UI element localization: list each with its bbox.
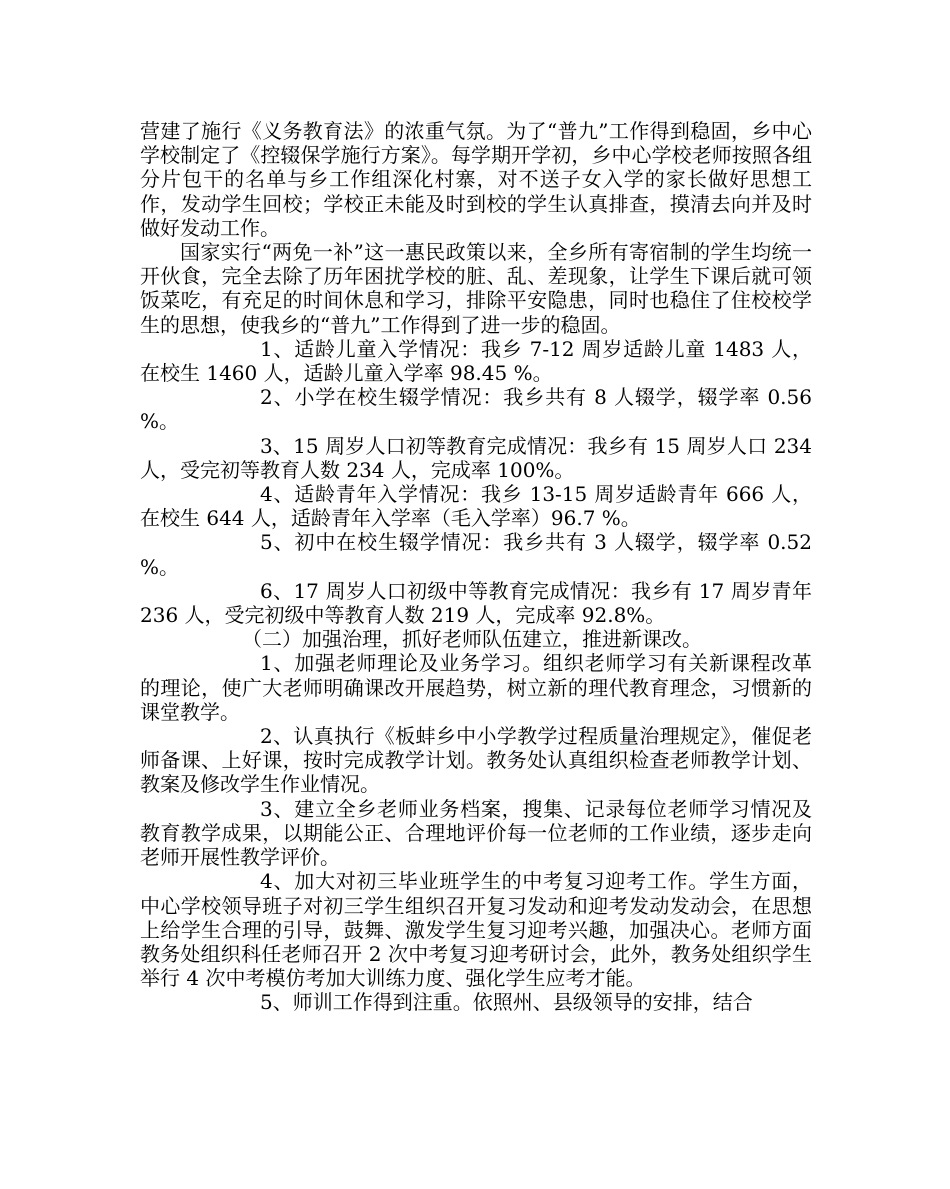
paragraph: 国家实行“两免一补”这一惠民政策以来，全乡所有寄宿制的学生均统一开伙食，完全去除了历年困扰学校的脏、乱、差现象，让学生下课后就可领饭菜吃，有充足的时间休息和学习，排除平安隐患，同时也稳住了住校校学生的思想，使我乡的“普九”工作得到了进一步的稳固。	[140, 240, 812, 337]
list-item: 5、初中在校生辍学情况：我乡共有 3 人辍学，辍学率 0.52 %。	[140, 530, 812, 579]
list-item: 2、小学在校生辍学情况：我乡共有 8 人辍学，辍学率 0.56 %。	[140, 385, 812, 434]
list-item: 4、加大对初三毕业班学生的中考复习迎考工作。学生方面，中心学校领导班子对初三学生组织召开复习发动和迎考发动发动会，在思想上给学生合理的引导，鼓舞、激发学生复习迎考兴趣，加强决心。老师方面教务处组织科任老师召开 2 次中考复习迎考研讨会，此外，教务处组织学生举行 4 次中考模仿考加大训练力度、强化学生应考才能。	[140, 869, 812, 991]
list-item: 2、认真执行《板蚌乡中小学教学过程质量治理规定》，催促老师备课、上好课，按时完成教学计划。教务处认真组织检查老师教学计划、教案及修改学生作业情况。	[140, 724, 812, 797]
section-heading: （二）加强治理，抓好老师队伍建立，推进新课改。	[242, 627, 702, 652]
paragraph: 营建了施行《义务教育法》的浓重气氛。为了“普九”工作得到稳固，乡中心学校制定了《控辍保学施行方案》。每学期开学初，乡中心学校老师按照各组分片包干的名单与乡工作组深化村寨，对不送子女入学的家长做好思想工作，发动学生回校；学校正未能及时到校的学生认真排查，摸清去向并及时做好发动工作。	[140, 119, 812, 240]
list-item: 5、师训工作得到注重。依照州、县级领导的安排，结合	[260, 990, 753, 1015]
list-item: 1、适龄儿童入学情况：我乡 7-12 周岁适龄儿童 1483 人，在校生 1460 人，适龄儿童入学率 98.45 %。	[140, 336, 812, 386]
list-item: 6、17 周岁人口初级中等教育完成情况：我乡有 17 周岁青年 236 人，受完初级中等教育人数 219 人，完成率 92.8%。	[140, 578, 812, 628]
document-body	[140, 119, 812, 1015]
list-item: 4、适龄青年入学情况：我乡 13-15 周岁适龄青年 666 人，在校生 644 人，适龄青年入学率（毛入学率）96.7 %。	[140, 482, 812, 531]
list-item: 1、加强老师理论及业务学习。组织老师学习有关新课程改革的理论，使广大老师明确课改开展趋势，树立新的理代教育理念，习惯新的课堂教学。	[140, 651, 812, 724]
list-item: 3、建立全乡老师业务档案，搜集、记录每位老师学习情况及教育教学成果，以期能公正、合理地评价每一位老师的工作业绩，逐步走向老师开展性教学评价。	[140, 796, 812, 870]
list-item: 3、15 周岁人口初等教育完成情况：我乡有 15 周岁人口 234 人，受完初等教育人数 234 人，完成率 100%。	[140, 433, 812, 482]
